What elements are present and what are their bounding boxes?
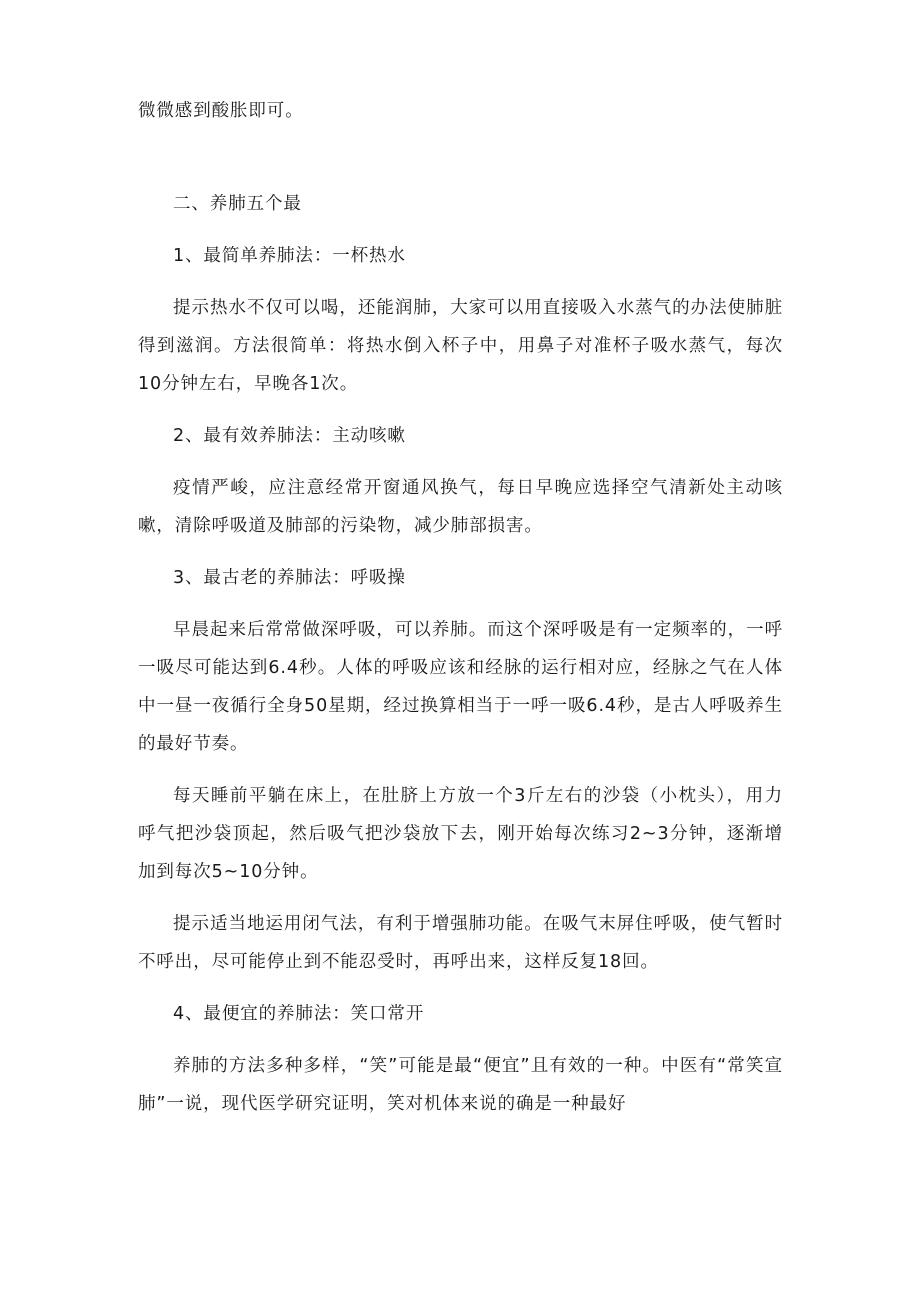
item-3-paragraph-2: 每天睡前平躺在床上，在肚脐上方放一个3斤左右的沙袋（小枕头），用力呼气把沙袋顶起，然后吸气把沙袋放下去，刚开始每次练习2~3分钟，逐渐增加到每次5~10分钟。 xyxy=(138,786,783,882)
item-4-heading: 4、最便宜的养肺法：笑口常开 xyxy=(173,1004,425,1024)
item-2-heading: 2、最有效养肺法：主动咳嗽 xyxy=(173,426,406,446)
item-1-paragraph-1: 提示热水不仅可以喝，还能润肺，大家可以用直接吸入水蒸气的办法使肺脏得到滋润。方法很简单：将热水倒入杯子中，用鼻子对准杯子吸水蒸气，每次10分钟左右，早晚各1次。 xyxy=(138,298,783,394)
section-heading: 二、养肺五个最 xyxy=(173,194,302,214)
item-4-paragraph-1: 养肺的方法多种多样，“笑”可能是最“便宜”且有效的一种。中医有“常笑宣肺”一说，现代医学研究证明，笑对机体来说的确是一种最好 xyxy=(138,1056,783,1114)
continuation-block xyxy=(138,92,783,130)
item-1-heading: 1、最简单养肺法：一杯热水 xyxy=(173,246,406,266)
continuation-paragraph: 微微感到酸胀即可。 xyxy=(138,101,304,121)
item-2-paragraph-1: 疫情严峻，应注意经常开窗通风换气，每日早晚应选择空气清新处主动咳嗽，清除呼吸道及肺部的污染物，减少肺部损害。 xyxy=(138,478,783,536)
item-3-heading: 3、最古老的养肺法：呼吸操 xyxy=(173,568,406,588)
main-body xyxy=(138,185,783,1123)
item-3-paragraph-3: 提示适当地运用闭气法，有利于增强肺功能。在吸气末屏住呼吸，使气暂时不呼出，尽可能停止到不能忍受时，再呼出来，这样反复18回。 xyxy=(138,914,783,972)
item-3-paragraph-1: 早晨起来后常常做深呼吸，可以养肺。而这个深呼吸是有一定频率的，一呼一吸尽可能达到6.4秒。人体的呼吸应该和经脉的运行相对应，经脉之气在人体中一昼一夜循行全身50星期，经过换算相当于一呼一吸6.4秒，是古人呼吸养生的最好节奏。 xyxy=(138,620,783,754)
